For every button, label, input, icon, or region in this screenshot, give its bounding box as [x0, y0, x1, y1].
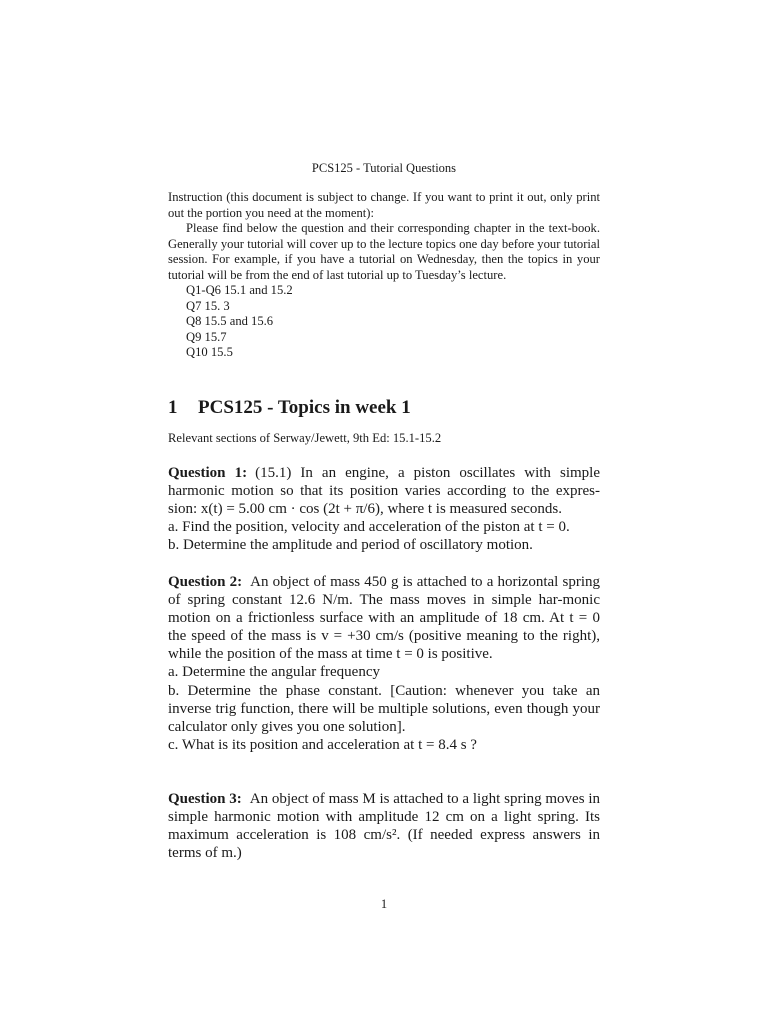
instructions-body: Please find below the question and their corresponding chapter in the text-book. Generally your tutorial will cover up to the lecture topics one day before your tutorial session. For example, if you have a tutorial on Wednesday, then the topics in your tutorial will be from the end of last tutorial up to Tuesday’s lecture.: [168, 221, 600, 282]
page-number: 1: [380, 897, 388, 911]
list-item: Q9 15.7: [186, 329, 227, 344]
question-label: Question 3:: [168, 791, 242, 807]
question-label: Question 1:: [168, 465, 248, 481]
question-part: a. Determine the angular frequency: [168, 664, 380, 681]
question-label: Question 2:: [168, 574, 243, 590]
question-text: An object of mass 450 g is attached to a horizontal spring of spring constant 12.6 N/m. The mass moves in simple har-monic motion on a frictionless surface with an amplitude of 18 cm. At t = 0 the speed of the mass is v = +30 cm/s (positive meaning to the right), while the position of the mass at time t = 0 is positive.: [168, 574, 600, 663]
question-text: An object of mass M is attached to a light spring moves in simple harmonic motion with amplitude 12 cm on a light spring. Its maximum acceleration is 108 cm/s². (If needed express answers in terms of m.): [168, 791, 600, 862]
list-item: Q8 15.5 and 15.6: [186, 314, 274, 328]
question-2: [168, 573, 600, 754]
question-text: (15.1) In an engine, a piston oscillates with simple harmonic motion so that its position varies according to the expres-sion: x(t) = 5.00 cm · cos (2t + π/6), where t is measured seconds.: [168, 465, 600, 518]
instructions-block: [168, 190, 600, 361]
question-chapter-list: [168, 283, 600, 361]
question-part: b. Determine the amplitude and period of oscillatory motion.: [168, 537, 533, 554]
list-item: Q7 15. 3: [186, 298, 230, 313]
instructions-intro: Instruction (this document is subject to change. If you want to print it out, only print out the portion you need at the moment):: [168, 190, 600, 220]
question-3: [168, 790, 600, 862]
question-1: [168, 464, 600, 554]
question-part: b. Determine the phase constant. [Caution: whenever you take an inverse trig function, there will be multiple solutions, even though your calculator only gives you one solution].: [168, 682, 600, 735]
list-item: Q1-Q6 15.1 and 15.2: [186, 283, 293, 297]
section-number: 1: [168, 397, 178, 418]
section-title: PCS125 - Topics in week 1: [198, 397, 411, 418]
section-heading: [168, 397, 600, 419]
relevant-sections: Relevant sections of Serway/Jewett, 9th Ed: 15.1-15.2: [168, 431, 442, 445]
document-title: PCS125 - Tutorial Questions: [311, 161, 457, 175]
question-part: a. Find the position, velocity and acceleration of the piston at t = 0.: [168, 519, 570, 536]
list-item: Q10 15.5: [186, 345, 233, 359]
question-part: c. What is its position and acceleration at t = 8.4 s ?: [168, 736, 477, 753]
